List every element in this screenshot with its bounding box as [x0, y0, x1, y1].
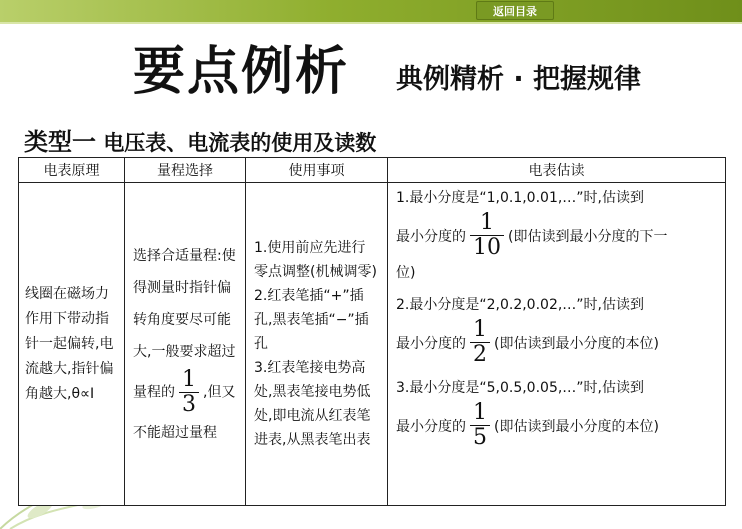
- estimate-line: 3.最小分度是“5,0.5,0.05,…”时,估读到: [396, 380, 645, 396]
- estimate-suffix: (即估读到最小分度的本位): [494, 418, 659, 435]
- usage-cell: [246, 183, 388, 506]
- header-principle: 电表原理: [19, 158, 125, 183]
- fraction-numerator: 1: [182, 366, 196, 392]
- estimate-item: [396, 294, 717, 367]
- estimate-line: 1.最小分度是“1,0.1,0.01,…”时,估读到: [396, 190, 645, 206]
- usage-item: 2.红表笔插“+”插孔,黑表笔插“−”插孔: [254, 288, 369, 352]
- table-header-row: [19, 158, 726, 183]
- estimate-suffix: (即估读到最小分度的本位): [494, 335, 659, 352]
- meter-table: [18, 157, 726, 506]
- estimate-prefix: 最小分度的: [396, 228, 466, 245]
- principle-text: 线圈在磁场力作用下带动指针一起偏转,电流越大,指针偏角越大,θ∝I: [25, 285, 114, 402]
- principle-cell: [19, 183, 125, 506]
- estimate-prefix: 最小分度的: [396, 418, 466, 435]
- table-row: [19, 183, 726, 506]
- range-text-before: 选择合适量程:使得测量时指针偏转角度要尽可能大,一般要求超过量程的: [133, 247, 236, 400]
- header-range: 量程选择: [125, 158, 246, 183]
- fraction-numerator: 1: [480, 210, 494, 235]
- estimate-cell: [388, 183, 726, 506]
- fraction-denominator: 3: [179, 392, 199, 417]
- estimate-fraction: [470, 211, 504, 260]
- estimate-suffix: (即估读到最小分度的下一: [508, 228, 668, 245]
- usage-item: 1.使用前应先进行零点调整(机械调零): [254, 240, 377, 280]
- estimate-prefix: 最小分度的: [396, 335, 466, 352]
- fraction-numerator: 1: [473, 400, 487, 425]
- estimate-line: 2.最小分度是“2,0.2,0.02,…”时,估读到: [396, 297, 645, 313]
- header-estimate: 电表估读: [388, 158, 726, 183]
- page-subtitle: 典例精析 · 把握规律: [396, 64, 642, 95]
- back-to-contents-button[interactable]: 返回目录: [476, 1, 554, 20]
- range-text-after: ,但又不能超过量程: [133, 384, 236, 441]
- range-cell: [125, 183, 246, 506]
- usage-item: 3.红表笔接电势高处,黑表笔接电势低处,即电流从红表笔进表,从黑表笔出表: [254, 360, 371, 448]
- page-title: 要点例析: [133, 41, 350, 102]
- section-heading: [24, 126, 376, 159]
- section-type-label: 类型一: [24, 128, 96, 156]
- estimate-item: [396, 377, 717, 450]
- estimate-fraction: [470, 318, 490, 367]
- fraction-denominator: 10: [470, 235, 504, 260]
- fraction-denominator: 2: [470, 342, 490, 367]
- header-usage: 使用事项: [246, 158, 388, 183]
- top-bar: [0, 0, 742, 22]
- range-fraction: [179, 368, 199, 417]
- estimate-fraction: [470, 401, 490, 450]
- section-title: 电压表、电流表的使用及读数: [103, 131, 377, 155]
- fraction-numerator: 1: [473, 317, 487, 342]
- fraction-denominator: 5: [470, 425, 490, 450]
- top-divider: [0, 22, 742, 24]
- estimate-tail: 位): [396, 265, 416, 281]
- estimate-item: [396, 187, 717, 284]
